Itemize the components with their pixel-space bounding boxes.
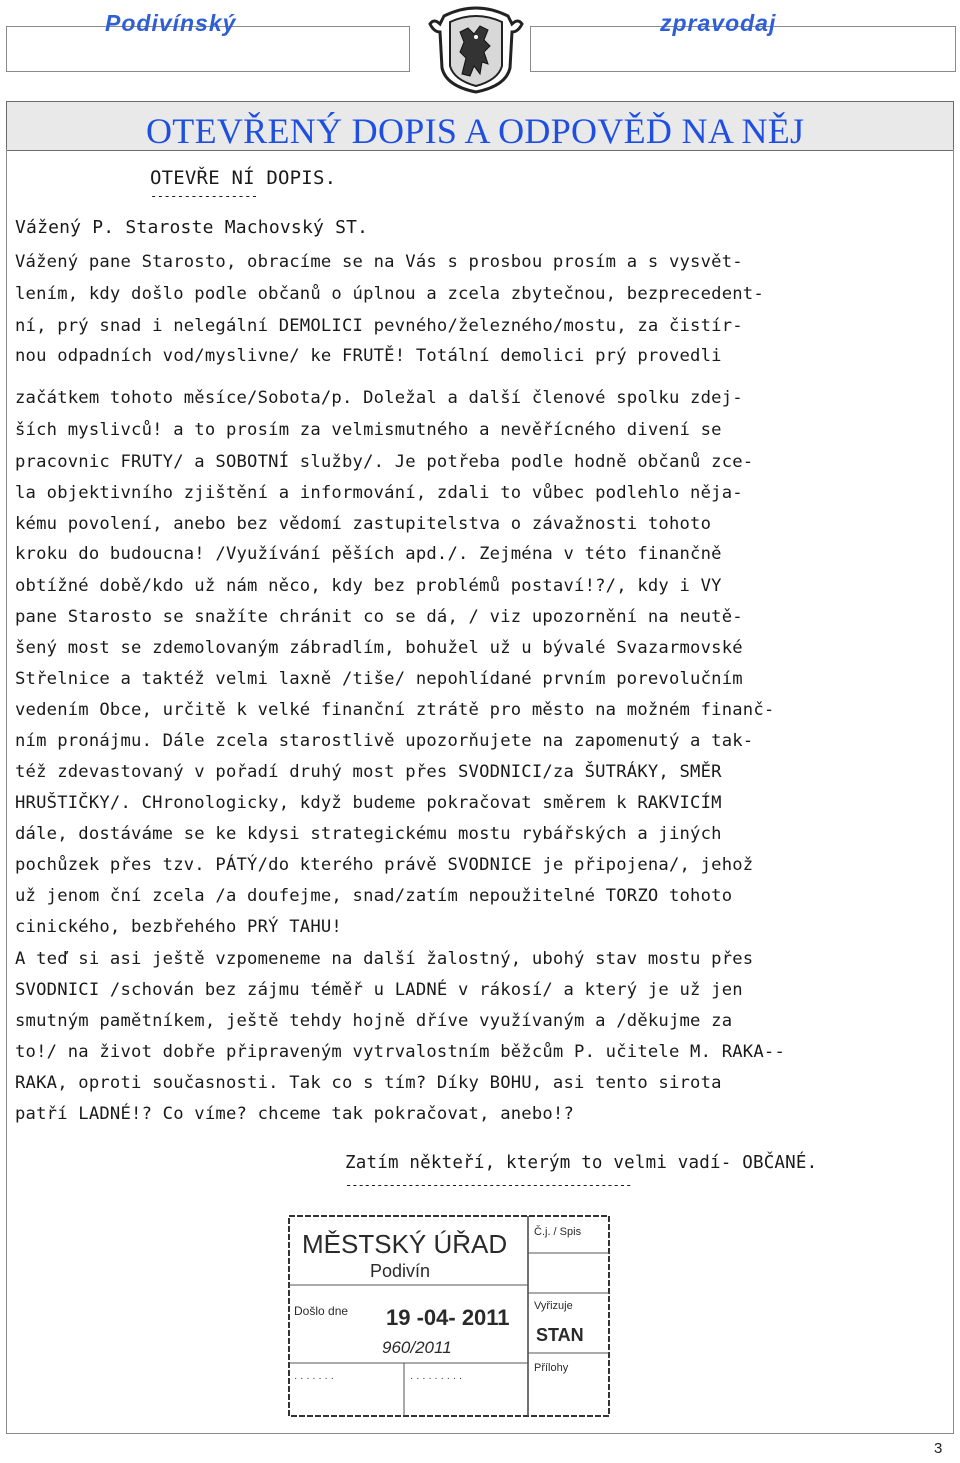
- letter-title: OTEVŘE NÍ DOPIS.: [150, 167, 337, 189]
- letter-line: šený most se zdemolovaným zábradlím, bohužel už u bývalé Svazarmovské: [15, 638, 743, 658]
- stamp-initials: STAN: [536, 1325, 584, 1345]
- stamp-reg-no: 960/2011: [382, 1338, 452, 1357]
- letter-line: ní, prý snad i nelegální DEMOLICI pevného/železného/mostu, za čistír-: [15, 316, 743, 336]
- letter-line: pochůzek přes tzv. PÁTÝ/do kterého právě SVODNICE je připojena/, jehož: [15, 855, 754, 875]
- letter-line: smutným pamětníkem, ještě tehdy hojně dříve využívaným a /děkujme za: [15, 1011, 733, 1031]
- stamp-received-label: Došlo dne: [294, 1304, 349, 1318]
- stamp-office: MĚSTSKÝ ÚŘAD: [302, 1229, 508, 1259]
- page-title: OTEVŘENÝ DOPIS A ODPOVĚĎ NA NĚJ: [146, 111, 805, 151]
- stamp-attach-label: Přílohy: [534, 1362, 569, 1374]
- letter-line: kému povolení, anebo bez vědomí zastupitelstva o závažnosti tohoto: [15, 514, 712, 534]
- signature-underline: ----------------------------------------------: [345, 1178, 632, 1192]
- letter-line: patří LADNÉ!? Co víme? chceme tak pokračovat, anebo!?: [15, 1104, 575, 1124]
- stamp-date: 19 -04- 2011: [386, 1305, 510, 1330]
- letter-line: cinického, bezbřehého PRÝ TAHU!: [15, 917, 342, 937]
- letter-title-underline: ----------------: [150, 189, 258, 203]
- header-left-word: Podivínský: [105, 10, 237, 36]
- stamp-town: Podivín: [370, 1261, 431, 1281]
- header-right-word: zpravodaj: [660, 10, 777, 36]
- letter-line: Vážený pane Starosto, obracíme se na Vás s prosbou prosím a s vysvět-: [15, 252, 743, 272]
- letter-salutation: Vážený P. Staroste Machovský ST.: [15, 217, 369, 238]
- letter-line: A teď si asi ještě vzpomeneme na další žalostný, ubohý stav mostu přes: [15, 949, 754, 969]
- letter-line: SVODNICI /schován bez zájmu téměř u LADNÉ v rákosí/ a který je už jen: [15, 980, 743, 1000]
- town-crest-icon: [426, 2, 526, 94]
- letter-line: též zdevastovaný v pořadí druhý most přes SVODNICI/za ŠUTRÁKY, SMĚR: [15, 762, 722, 782]
- letter-line: nou odpadních vod/myslivne/ ke FRUTĚ! Totální demolici prý provedli: [15, 346, 722, 366]
- letter-line: pracovnic FRUTY/ a SOBOTNÍ služby/. Je potřeba podle hodně občanů zce-: [15, 452, 754, 472]
- svg-text:· · · · · · ·: · · · · · · ·: [294, 1373, 334, 1384]
- letter-line: Střelnice a taktéž velmi laxně /tiše/ nepohlídané prvním porevolučním: [15, 669, 743, 689]
- letter-line: dále, dostáváme se ke kdysi strategickému mostu rybářských a jiných: [15, 824, 722, 844]
- letter-line: la objektivního zjištění a informování, zdali to vůbec podlehlo něja-: [15, 483, 743, 503]
- registry-stamp: [286, 1213, 612, 1419]
- stamp-handled-label: Vyřizuje: [534, 1300, 573, 1312]
- letter-line: lením, kdy došlo podle občanů o úplnou a zcela zbytečnou, bezprecedent-: [15, 284, 764, 304]
- letter-line: HRUŠTIČKY/. CHronologicky, když budeme pokračovat směrem k RAKVICÍM: [15, 793, 722, 813]
- letter-signature: Zatím někteří, kterým to velmi vadí- OBČANÉ.: [345, 1153, 818, 1173]
- letter-line: ním pronájmu. Dále zcela starostlivě upozorňujete na zapomenutý a tak-: [15, 731, 754, 751]
- letter-line: už jenom ční zcela /a doufejme, snad/zatím nepoužitelné TORZO tohoto: [15, 886, 733, 906]
- letter-line: obtížné době/kdo už nám něco, kdy bez problémů postaví!?/, kdy i VY: [15, 576, 722, 596]
- letter-line: RAKA, oproti současnosti. Tak co s tím? Díky BOHU, asi tento sirota: [15, 1073, 722, 1093]
- svg-text:· · · · · · · · ·: · · · · · · · · ·: [410, 1373, 463, 1384]
- letter-line: ších myslivců! a to prosím za velmismutného a nevěřícného divení se: [15, 420, 722, 440]
- letter-line: kroku do budoucna! /Využívání pěších apd./. Zejména v této finančně: [15, 544, 722, 564]
- stamp-ref-label: Č.j. / Spis: [534, 1226, 582, 1238]
- letter-line: začátkem tohoto měsíce/Sobota/p. Doležal a další členové spolku zdej-: [15, 388, 743, 408]
- letter-line: to!/ na život dobře připraveným vytrvalostním běžcům P. učitele M. RAKA--: [15, 1042, 785, 1062]
- letter-line: vedením Obce, určitě k velké finanční ztrátě pro město na možném finanč-: [15, 700, 775, 720]
- page-number: 3: [934, 1440, 943, 1457]
- article-title-bar: [6, 101, 954, 151]
- letter-line: pane Starosto se snažíte chránit co se dá, / viz upozornění na neutě-: [15, 607, 743, 627]
